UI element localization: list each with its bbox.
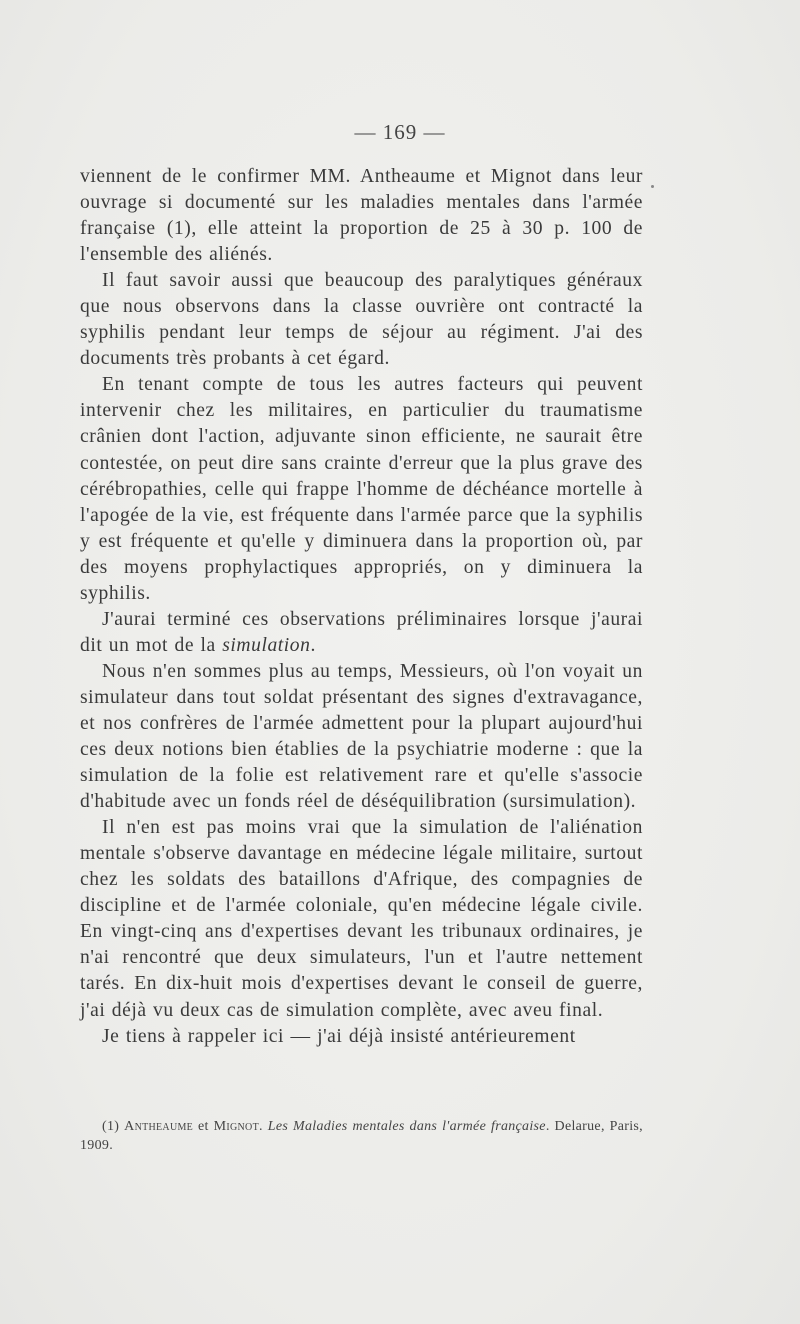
footnote-sep: .: [259, 1119, 268, 1134]
paragraph-4-italic: simulation: [222, 634, 311, 656]
paragraph-1: viennent de le confirmer MM. Antheaume et Mignot dans leur ouvrage si documenté sur les maladies mentales dans l'armée française (1), elle atteint la proportion de 25 à 30 p. 100 de l'ensemble des aliénés.: [80, 166, 643, 266]
paragraph-3: En tenant compte de tous les autres facteurs qui peuvent intervenir chez les militaires, en particulier du traumatisme crânien dont l'action, adjuvante sinon efficiente, ne saurait être contestée, on peut dire sans crainte d'erreur que la plus grave des cérébropathies, celle qui frappe l'homme de déchéance mortelle à l'apogée de la vie, est fréquente dans l'armée parce que la syphilis y est fréquente et qu'elle y diminuera dans la proportion où, par des moyens prophylactiques appropriés, on y diminuera la syphilis.: [80, 374, 643, 604]
footnote-author-1: Antheaume: [124, 1119, 194, 1134]
footnote-publisher: . Delarue, Paris, 1909.: [80, 1119, 643, 1153]
paragraph-4-end: .: [310, 634, 316, 656]
paper-speck: [651, 185, 654, 188]
paragraph-5: Nous n'en sommes plus au temps, Messieurs, où l'on voyait un simulateur dans tout soldat présentant des signes d'extravagance, et nos confrères de l'armée admettent pour la plupart aujourd'hui ces deux notions bien établies de la psychiatrie moderne : que la simulation de la folie est relativement rare et qu'elle s'associe d'habitude avec un fonds réel de déséquilibration (sursimulation).: [80, 660, 643, 813]
footnote: [80, 1117, 643, 1155]
page-number: — 169 —: [354, 120, 446, 144]
footnote-text: [80, 1117, 643, 1155]
body-text: [80, 164, 643, 1050]
paragraph-2: Il faut savoir aussi que beaucoup des paralytiques généraux que nous observons dans la classe ouvrière ont contracté la syphilis pendant leur temps de séjour au régiment. J'ai des documents très probants à cet égard.: [80, 270, 643, 370]
paragraph-4-text: J'aurai terminé ces observations préliminaires lorsque j'aurai dit un mot de la: [80, 608, 643, 656]
footnote-conj: et: [193, 1119, 214, 1134]
paragraph-6: Il n'en est pas moins vrai que la simulation de l'aliénation mentale s'observe davantage en médecine légale militaire, surtout chez les soldats des bataillons d'Afrique, des compagnies de discipline et de l'armée coloniale, qu'en médecine légale civile. En vingt-cinq ans d'expertises devant les tribunaux ordinaires, je n'ai rencontré que deux simulateurs, l'un et l'autre nettement tarés. En dix-huit mois d'expertises devant le conseil de guerre, j'ai déjà vu deux cas de simulation complète, avec aveu final.: [80, 817, 643, 1021]
paragraph-7: Je tiens à rappeler ici — j'ai déjà insisté antérieurement: [102, 1025, 576, 1047]
footnote-title: Les Maladies mentales dans l'armée française: [267, 1119, 546, 1134]
footnote-author-2: Mignot: [213, 1119, 259, 1134]
paragraph-4: [80, 607, 643, 659]
footnote-marker: (1): [102, 1119, 125, 1134]
